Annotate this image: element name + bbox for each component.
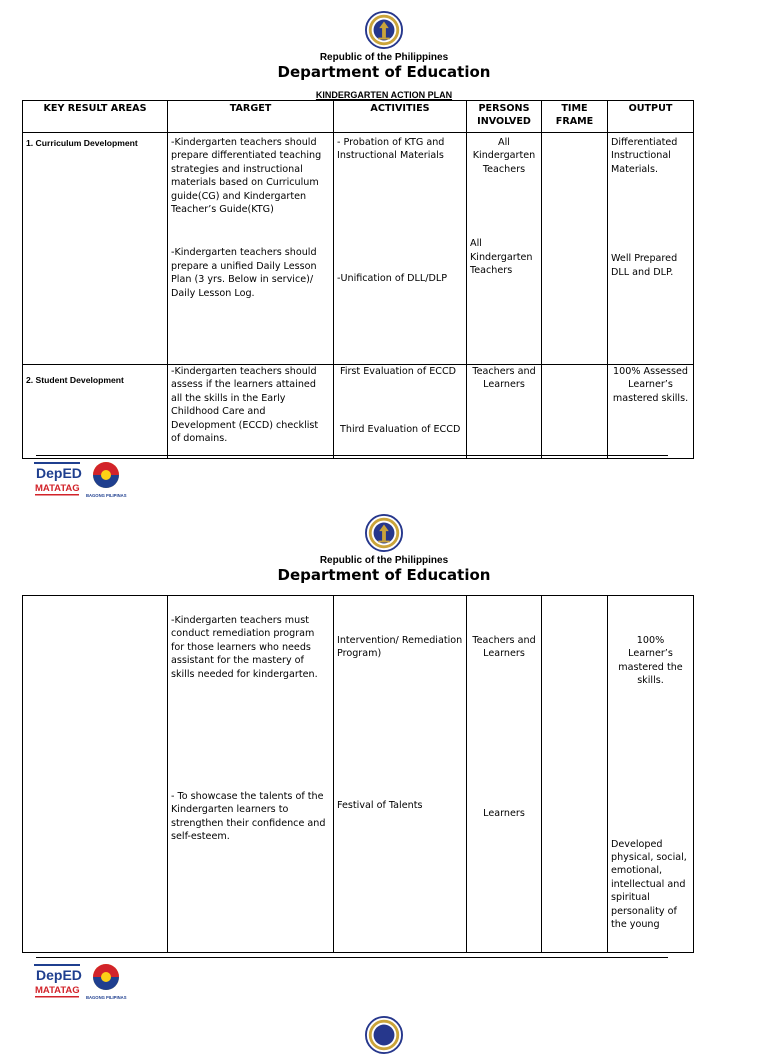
plan-title: KINDERGARTEN ACTION PLAN (315, 90, 453, 100)
table-row (23, 133, 694, 365)
svg-text:MATATAG: MATATAG (35, 985, 80, 996)
header-target: TARGET (168, 101, 334, 133)
department-title: Department of Education (277, 566, 491, 584)
persons-cell: Teachers and Learners (472, 635, 536, 660)
persons-cell: All Kindergarten Teachers (472, 137, 536, 175)
target-cell: -Kindergarten teachers should prepare differentiated teaching strategies and instructional materials based on Curriculum guide(CG) and Kindergarten Teacher’s Guide(KTG) (171, 137, 322, 216)
deped-matatag-logo (34, 964, 82, 1000)
target-cell: -Kindergarten teachers must conduct remediation program for those learners who needs assistant for the mastery of skills needed for kindergarten. (171, 615, 318, 680)
persons-cell: All Kindergarten Teachers (470, 238, 533, 277)
output-cell: 100% Assessed Learner’s mastered skills. (612, 366, 689, 404)
deped-seal-icon (365, 9, 403, 51)
time-frame-cell (542, 133, 608, 365)
bagong-pilipinas-logo (86, 459, 132, 499)
header-kra: KEY RESULT AREAS (23, 101, 168, 133)
republic-label: Republic of the Philippines (319, 52, 449, 63)
output-cell: Developed physical, social, emotional, intellectual and spiritual personality of the young (611, 838, 687, 931)
kra-cell (23, 596, 168, 953)
activity-cell: -Unification of DLL/DLP (337, 272, 447, 284)
time-frame-cell (542, 365, 608, 459)
footer-line (36, 957, 668, 958)
target-cell: - To showcase the talents of the Kindergarten learners to strengthen their confidence and self-esteem. (171, 791, 326, 843)
activity-cell: - Probation of KTG and Instructional Materials (337, 137, 445, 162)
kra-student: 2. Student Development (26, 375, 124, 385)
department-title: Department of Education (277, 63, 491, 81)
target-cell: -Kindergarten teachers should assess if the learners attained all the skills in the Early Childhood Care and Development (ECCD) checklist of domains. (171, 366, 319, 445)
activity-cell: Festival of Talents (337, 799, 423, 811)
persons-cell: Learners (483, 807, 525, 819)
deped-seal-icon (365, 1014, 403, 1056)
header-activities: ACTIVITIES (334, 101, 467, 133)
deped-matatag-logo (34, 462, 82, 498)
persons-cell: Teachers and Learners (472, 366, 536, 391)
output-cell: 100% Learner’s mastered the skills. (618, 635, 683, 687)
svg-text:DepED: DepED (36, 465, 82, 481)
header-persons: PERSONS INVOLVED (467, 101, 542, 133)
header-output: OUTPUT (608, 101, 694, 133)
republic-label: Republic of the Philippines (319, 555, 449, 566)
target-cell: -Kindergarten teachers should prepare a unified Daily Lesson Plan (3 yrs. Below in service)/ Daily Lesson Log. (171, 247, 317, 299)
header-time: TIME FRAME (542, 101, 608, 133)
table-row (23, 596, 694, 953)
time-frame-cell (542, 596, 608, 953)
table-row (23, 365, 694, 459)
bagong-pilipinas-logo (86, 961, 132, 1001)
svg-text:DepED: DepED (36, 967, 82, 983)
action-plan-table-page2 (22, 595, 694, 953)
activity-cell: Intervention/ Remediation Program) (337, 635, 463, 660)
action-plan-table-page1 (22, 100, 694, 459)
output-cell: Differentiated Instructional Materials. (611, 137, 678, 175)
svg-text:BAGONG PILIPINAS: BAGONG PILIPINAS (86, 995, 127, 1000)
activity-cell: First Evaluation of ECCD (340, 366, 457, 377)
activity-cell: Third Evaluation of ECCD (340, 424, 461, 436)
svg-text:BAGONG PILIPINAS: BAGONG PILIPINAS (86, 493, 127, 498)
output-cell: Well Prepared DLL and DLP. (611, 253, 678, 278)
kra-curriculum: 1. Curriculum Development (26, 138, 138, 148)
deped-seal-icon (365, 512, 403, 554)
footer-line (36, 455, 668, 456)
svg-text:MATATAG: MATATAG (35, 483, 80, 494)
